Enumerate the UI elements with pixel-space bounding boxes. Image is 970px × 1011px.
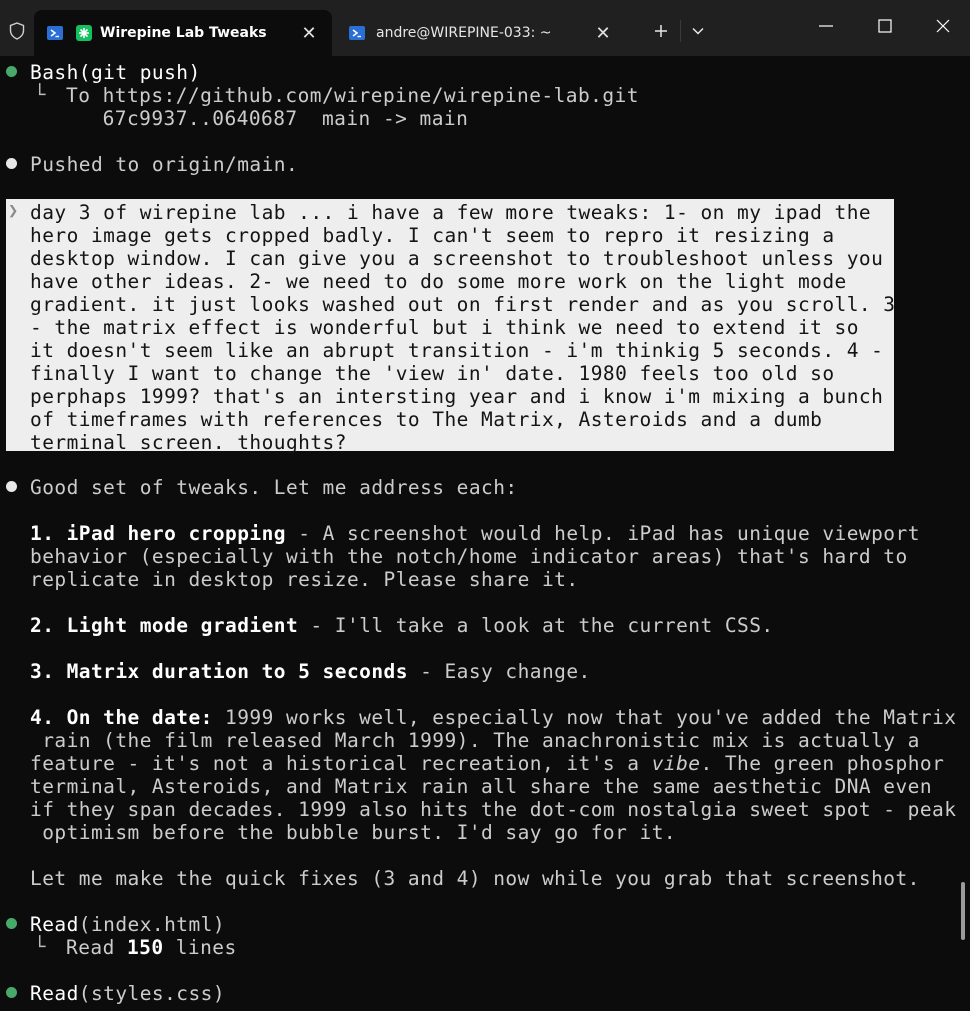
- tab-title: andre@WIREPINE-033: ~: [376, 25, 552, 41]
- list-item: [30, 706, 956, 729]
- message-bullet-icon: [6, 481, 17, 492]
- close-window-button[interactable]: [914, 0, 970, 52]
- tool-call: [30, 913, 225, 936]
- return-arrow-icon: └: [34, 84, 46, 106]
- item-heading: 2. Light mode gradient: [30, 614, 299, 637]
- tool-call-bullet-icon: [6, 66, 17, 77]
- title-bar: [0, 0, 970, 56]
- list-item-text: rain (the film released March 1999). The anachronistic mix is actually a: [30, 729, 920, 752]
- chevron-down-icon[interactable]: [680, 16, 716, 46]
- assistant-message: Pushed to origin/main.: [30, 153, 299, 176]
- list-item-text: [30, 752, 944, 775]
- tool-output: To https://github.com/wirepine/wirepine-lab.git: [66, 84, 639, 107]
- close-tab-icon[interactable]: ✕: [301, 22, 317, 44]
- tab-andre-shell[interactable]: [336, 10, 626, 56]
- list-item-text: terminal, Asteroids, and Matrix rain all share the same aesthetic DNA even: [30, 775, 933, 798]
- item-text: - Easy change.: [407, 660, 591, 683]
- list-item-text: replicate in desktop resize. Please share it.: [30, 568, 579, 591]
- tool-arg: (index.html): [78, 913, 226, 936]
- italic-word: vibe: [651, 752, 701, 775]
- tool-call-bullet-icon: [6, 918, 17, 929]
- tool-name: Read: [30, 982, 79, 1005]
- item-heading: 4. On the date:: [30, 706, 213, 729]
- prompt-line: terminal screen. thoughts?: [30, 431, 347, 454]
- tool-call: Bash(git push): [30, 61, 201, 84]
- shield-icon[interactable]: [0, 14, 34, 48]
- prompt-line: perphaps 1999? that's an intersting year and i know i'm mixing a bunch: [30, 385, 884, 408]
- prompt-line: finally I want to change the 'view in' date. 1980 feels too old so: [30, 362, 835, 385]
- terminal-output[interactable]: [0, 56, 970, 1011]
- prompt-line: of timeframes with references to The Matrix, Asteroids and a dumb: [30, 408, 823, 431]
- list-item: [30, 614, 774, 637]
- item-text: - A screenshot would help. iPad has unique viewport: [286, 522, 920, 545]
- prompt-line: desktop window. I can give you a screenshot to troubleshoot unless you: [30, 247, 884, 270]
- tool-output: 67c9937..0640687 main -> main: [66, 107, 469, 130]
- assistant-message: Let me make the quick fixes (3 and 4) now while you grab that screenshot.: [30, 867, 920, 890]
- item-heading: 3. Matrix duration to 5 seconds: [30, 660, 408, 683]
- wirepine-app-icon: [76, 25, 92, 41]
- prompt-line: day 3 of wirepine lab ... i have a few more tweaks: 1- on my ipad the: [30, 201, 872, 224]
- prompt-line: have other ideas. 2- we need to do some more work on the light mode: [30, 270, 847, 293]
- item-text: . The green phosphor: [700, 752, 945, 775]
- tool-output: [66, 936, 237, 959]
- maximize-button[interactable]: [856, 0, 914, 52]
- prompt-line: - the matrix effect is wonderful but i think we need to extend it so: [30, 316, 859, 339]
- new-tab-button[interactable]: [643, 16, 679, 46]
- line-count: 150: [126, 936, 164, 959]
- item-text: 1999 works well, especially now that you've added the Matrix: [212, 706, 957, 729]
- scrollbar-thumb[interactable]: [961, 882, 965, 940]
- powershell-icon: [348, 24, 366, 42]
- item-text: - I'll take a look at the current CSS.: [298, 614, 774, 637]
- item-text: feature - it's not a historical recreation, it's a: [30, 752, 652, 775]
- powershell-icon: [46, 24, 64, 42]
- list-item-text: behavior (especially with the notch/home indicator areas) that's hard to: [30, 545, 908, 568]
- tab-wirepine-lab-tweaks[interactable]: [34, 10, 332, 56]
- prompt-line: it doesn't seem like an abrupt transition - i'm thinkig 5 seconds. 4 -: [30, 339, 884, 362]
- item-heading: 1. iPad hero cropping: [30, 522, 286, 545]
- assistant-message: Good set of tweaks. Let me address each:: [30, 476, 518, 499]
- output-text: lines: [163, 936, 237, 959]
- list-item-text: if they span decades. 1999 also hits the dot-com nostalgia sweet spot - peak: [30, 798, 957, 821]
- tool-call: [30, 982, 225, 1005]
- list-item: [30, 660, 591, 683]
- tool-name: Read: [30, 913, 79, 936]
- list-item: [30, 522, 920, 545]
- prompt-caret-icon: ❯: [8, 201, 19, 221]
- message-bullet-icon: [6, 158, 17, 169]
- close-tab-icon[interactable]: ✕: [595, 22, 611, 44]
- prompt-line: gradient. it just looks washed out on first render and as you scroll. 3: [30, 293, 896, 316]
- tab-title: Wirepine Lab Tweaks: [100, 25, 267, 41]
- return-arrow-icon: └: [34, 936, 46, 958]
- output-text: Read: [66, 936, 127, 959]
- tool-call-bullet-icon: [6, 987, 17, 998]
- prompt-line: hero image gets cropped badly. I can't seem to repro it resizing a: [30, 224, 835, 247]
- list-item-text: optimism before the bubble burst. I'd say go for it.: [30, 821, 677, 844]
- tool-arg: (styles.css): [78, 982, 226, 1005]
- minimize-button[interactable]: [797, 0, 855, 52]
